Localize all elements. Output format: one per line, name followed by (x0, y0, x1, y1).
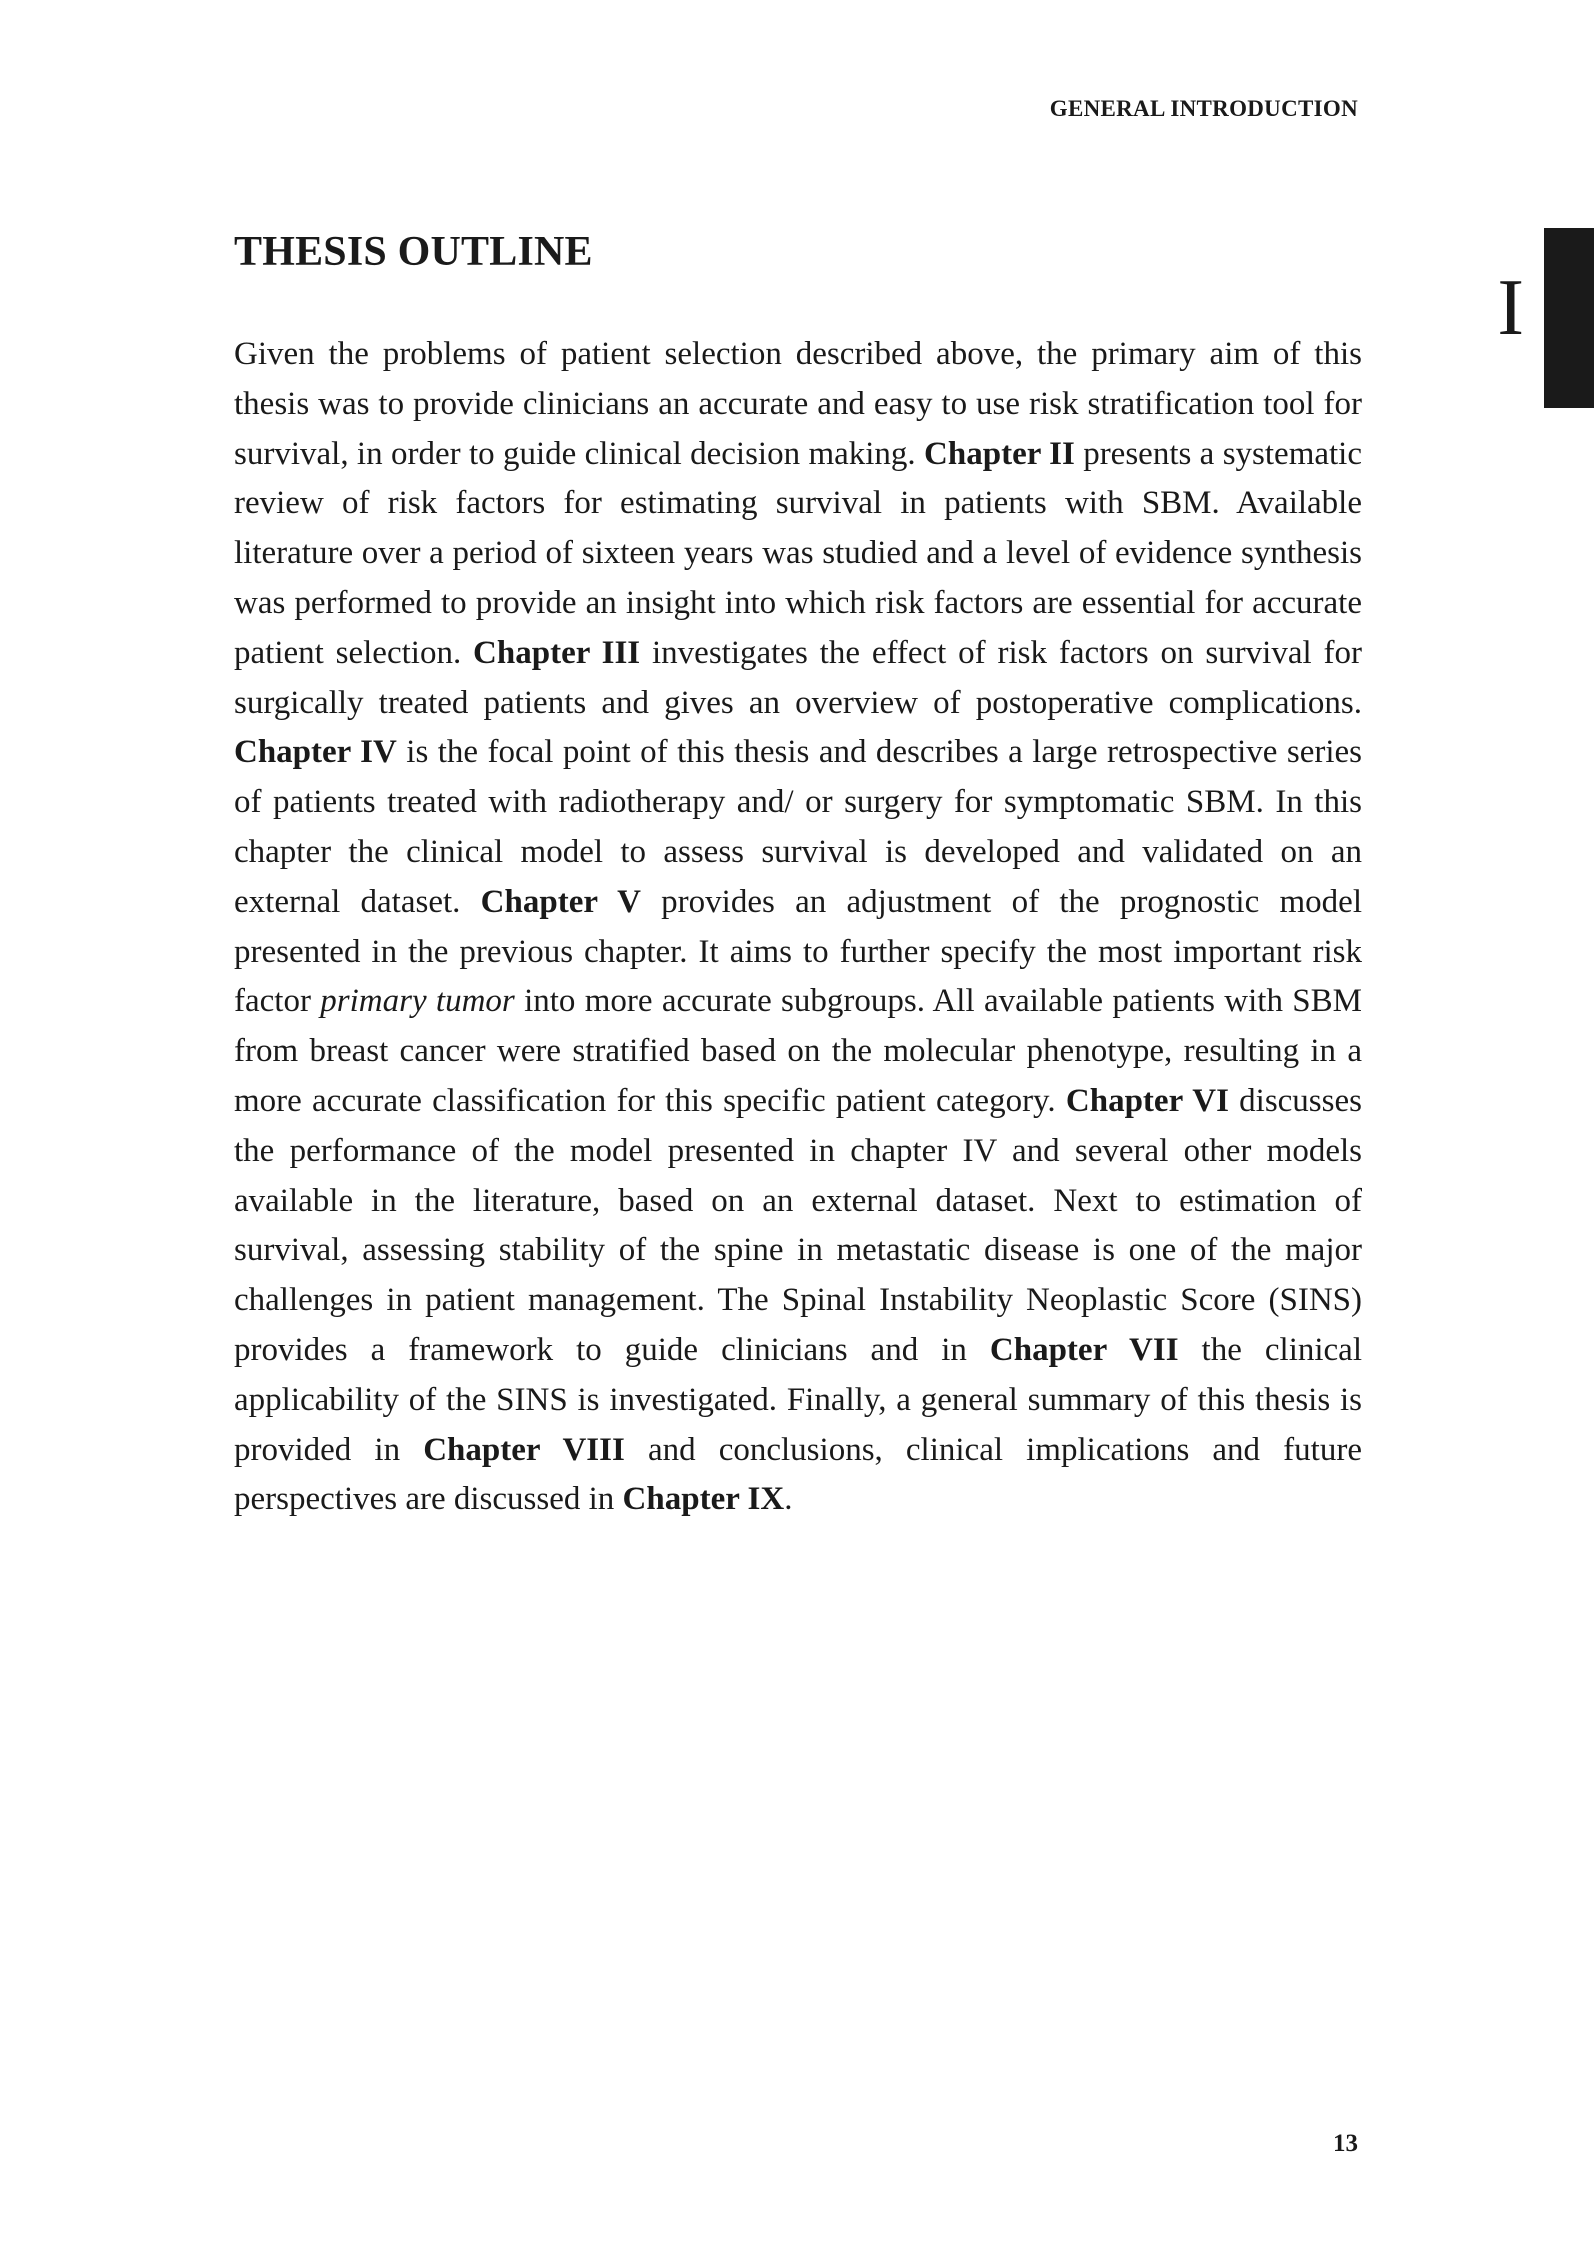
chapter-reference: Chapter VI (1065, 1082, 1229, 1119)
text-run: presents a systematic review of risk factors for estimating survival in patients with SBM. Available literature over a period of sixteen years was studied and a level of evidence synthesis was performed to provide an insight into which risk factors are essential for accurate patient selection. (234, 435, 1362, 671)
chapter-reference: Chapter VII (989, 1331, 1179, 1368)
text-run: Given the problems of patient selection described above, the primary aim of this thesis was to provide clinicians an accurate and easy to use risk stratification tool for survival, in order to guide clinical decision making. (234, 336, 1362, 472)
text-run: . (784, 1481, 793, 1518)
text-run: investigates the effect of risk factors on survival for surgically treated patients and gives an overview of postoperative complications. (234, 634, 1362, 721)
body-paragraph (234, 330, 1362, 1525)
chapter-reference: Chapter II (924, 435, 1075, 472)
chapter-numeral: I (1497, 264, 1524, 352)
text-run: provides an adjustment of the prognostic model presented in the previous chapter. It aims to further specify the most important risk factor (234, 883, 1362, 1020)
chapter-reference: Chapter IV (234, 734, 397, 771)
chapter-reference: Chapter IX (622, 1481, 785, 1518)
chapter-reference: Chapter V (480, 883, 641, 920)
text-run: discusses the performance of the model presented in chapter IV and several other models available in the literature, based on an external dataset. Next to estimation of survival, assessing stability of the spine in metastatic disease is one of the major challenges in patient management. The Spinal Instability Neoplastic Score (SINS) provides a framework to guide clinicians and in (234, 1082, 1362, 1368)
chapter-reference: Chapter VIII (423, 1431, 625, 1468)
emphasis-term: primary tumor (320, 983, 515, 1020)
text-run: and conclusions, clinical implications and future perspectives are discussed in (234, 1431, 1362, 1518)
chapter-reference: Chapter III (473, 634, 641, 671)
text-run: into more accurate subgroups. All available patients with SBM from breast cancer were stratified based on the molecular phenotype, resulting in a more accurate classification for this specific patient category. (234, 983, 1362, 1119)
chapter-tab (1544, 228, 1594, 408)
text-run: is the focal point of this thesis and describes a large retrospective series of patients treated with radiotherapy and/ or surgery for symptomatic SBM. In this chapter the clinical model to assess survival is developed and validated on an external dataset. (234, 734, 1362, 920)
section-title: THESIS OUTLINE (234, 229, 593, 275)
text-run: the clinical applicability of the SINS is investigated. Finally, a general summary of this thesis is provided in (234, 1331, 1362, 1468)
running-header: GENERAL INTRODUCTION (1049, 96, 1358, 121)
page-number: 13 (1333, 2130, 1358, 2157)
